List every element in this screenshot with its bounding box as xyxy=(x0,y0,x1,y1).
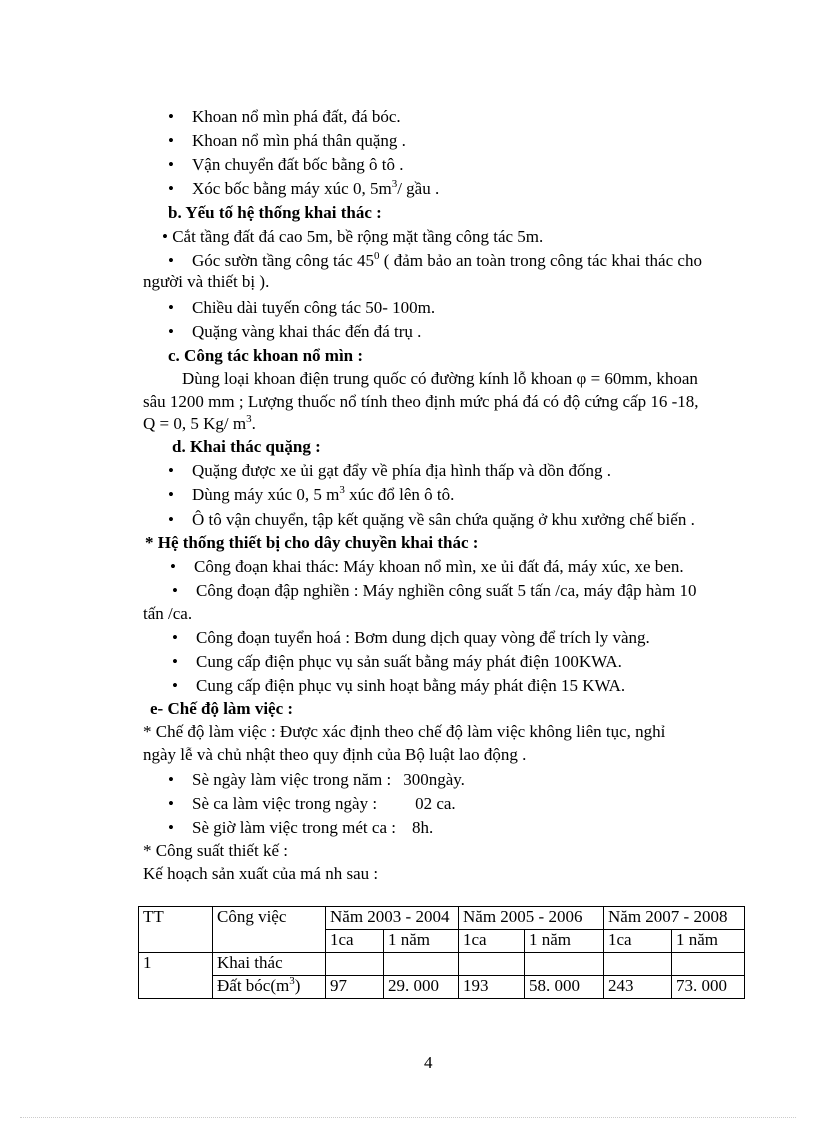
table-header-cell: Năm 2007 - 2008 xyxy=(604,907,745,930)
bullet-icon: • xyxy=(168,131,174,150)
list-item: • Khoan nổ mìn phá thân quặng . xyxy=(168,131,406,150)
table-cell: 243 xyxy=(604,976,672,999)
table-cell xyxy=(384,953,459,976)
bullet-icon: • xyxy=(168,770,174,789)
bullet-icon: • xyxy=(172,676,178,695)
page-number: 4 xyxy=(424,1053,433,1072)
bullet-icon: • xyxy=(172,652,178,671)
table-row xyxy=(139,953,745,976)
table-row xyxy=(139,907,745,930)
bullet-icon: • xyxy=(168,485,174,504)
list-item: • Khoan nổ mìn phá đất, đá bóc. xyxy=(168,107,401,126)
section-heading: b. Yếu tố hệ thống khai thác : xyxy=(168,203,382,222)
bullet-icon: • xyxy=(168,251,174,270)
list-item: • Công đoạn khai thác: Máy khoan nổ mìn, xe ủi đất đá, máy xúc, xe ben. xyxy=(170,557,684,576)
table-cell: 73. 000 xyxy=(672,976,745,999)
table-subheader-cell: 1ca xyxy=(459,930,525,953)
paragraph-line: người và thiết bị ). xyxy=(143,272,270,291)
table-cell: 97 xyxy=(326,976,384,999)
table-subheader-cell: 1 năm xyxy=(525,930,604,953)
list-item: • Cung cấp điện phục vụ sản suất bằng máy phát điện 100KWA. xyxy=(172,652,622,671)
table-cell xyxy=(672,953,745,976)
bullet-icon: • xyxy=(168,179,174,198)
bullet-icon: • xyxy=(168,818,174,837)
table-cell xyxy=(604,953,672,976)
list-item: • Sè giờ làm việc trong mét ca : 8h. xyxy=(168,818,434,837)
table-header-cell: Năm 2003 - 2004 xyxy=(326,907,459,930)
bullet-icon: • xyxy=(168,298,174,317)
list-item: • Cung cấp điện phục vụ sinh hoạt bằng máy phát điện 15 KWA. xyxy=(172,676,626,695)
list-item: • Cắt tầng đất đá cao 5m, bề rộng mặt tầng công tác 5m. xyxy=(162,227,544,246)
list-item: • Quặng được xe ủi gạt đẩy về phía địa hình thấp và dồn đống . xyxy=(168,461,612,480)
list-item: • Công đoạn tuyển hoá : Bơm dung dịch quay vòng để trích ly vàng. xyxy=(172,628,650,647)
list-item: • Công đoạn đập nghiền : Máy nghiền công suất 5 tấn /ca, máy đập hàm 10 xyxy=(172,581,697,600)
paragraph-line: tấn /ca. xyxy=(143,604,193,623)
table-cell: Khai thác xyxy=(213,953,326,976)
bullet-icon: • xyxy=(172,581,178,600)
list-item: • Xóc bốc bằng máy xúc 0, $5m^3/$ gầu . xyxy=(168,178,440,198)
table-header-cell: Năm 2005 - 2006 xyxy=(459,907,604,930)
list-item: • Ô tô vận chuyển, tập kết quặng về sân chứa quặng ở khu xưởng chế biến . xyxy=(168,510,695,529)
table-subheader-cell: 1ca xyxy=(604,930,672,953)
table-cell: Đất $bóc(m^3)$ xyxy=(213,976,326,999)
bullet-icon: • xyxy=(168,107,174,126)
table-cell: 58. 000 xyxy=(525,976,604,999)
section-heading: c. Công tác khoan nổ mìn : xyxy=(168,346,364,365)
table-cell xyxy=(326,953,384,976)
table-subheader-cell: 1ca xyxy=(326,930,384,953)
table-cell: 1 xyxy=(139,953,213,999)
list-item: • Vận chuyển đất bốc bằng ô tô . xyxy=(168,155,404,174)
paragraph-line: Q = 0, 5 Kg/ $m^3$. xyxy=(143,413,256,433)
bullet-icon: • xyxy=(172,628,178,647)
list-item: • Quặng vàng khai thác đến đá trụ . xyxy=(168,322,422,341)
table-cell: 193 xyxy=(459,976,525,999)
production-plan-table xyxy=(138,906,745,999)
paragraph-line: * Chế độ làm việc : Được xác định theo chế độ làm việc không liên tục, nghỉ xyxy=(143,722,666,741)
section-heading: * Hệ thống thiết bị cho dây chuyền khai thác : xyxy=(145,533,479,552)
table-subheader-cell: 1 năm xyxy=(672,930,745,953)
list-item: • Góc sườn tầng công tác $45^0$ ( đảm bảo an toàn trong công tác khai thác cho xyxy=(168,250,702,270)
bullet-icon: • xyxy=(168,461,174,480)
page-edge-divider xyxy=(20,1117,796,1118)
paragraph-line: ngày lễ và chủ nhật theo quy định của Bộ luật lao động . xyxy=(143,745,527,764)
bullet-icon: • xyxy=(168,322,174,341)
table-row xyxy=(139,976,745,999)
list-item: • Sè ngày làm việc trong năm : 300ngày. xyxy=(168,770,465,789)
paragraph-line: Dùng loại khoan điện trung quốc có đường kính lỗ khoan φ = 60mm, khoan xyxy=(182,369,698,388)
bullet-icon: • xyxy=(162,227,173,246)
paragraph-line: Kế hoạch sản xuất của má nh sau : xyxy=(143,864,379,883)
section-heading: e- Chế độ làm việc : xyxy=(150,699,294,718)
bullet-icon: • xyxy=(168,794,174,813)
list-item: • Chiều dài tuyến công tác 50- 100m. xyxy=(168,298,436,317)
table-subheader-cell: 1 năm xyxy=(384,930,459,953)
list-item: • Dùng máy xúc 0, 5 $m^3$ xúc đổ lên ô tô. xyxy=(168,484,455,504)
list-item: • Sè ca làm việc trong ngày : 02 ca. xyxy=(168,794,456,813)
table-cell xyxy=(525,953,604,976)
bullet-icon: • xyxy=(168,155,174,174)
paragraph-line: sâu 1200 mm ; Lượng thuốc nổ tính theo định mức phá đá có độ cứng cấp 16 -18, xyxy=(143,392,699,411)
table-header-cell: Công việc xyxy=(213,907,326,953)
bullet-icon: • xyxy=(168,510,174,529)
table-cell: 29. 000 xyxy=(384,976,459,999)
section-heading: d. Khai thác quặng : xyxy=(172,437,321,456)
table-cell xyxy=(459,953,525,976)
paragraph-line: * Công suất thiết kế : xyxy=(143,841,288,860)
bullet-icon: • xyxy=(170,557,176,576)
table-header-cell: TT xyxy=(139,907,213,953)
